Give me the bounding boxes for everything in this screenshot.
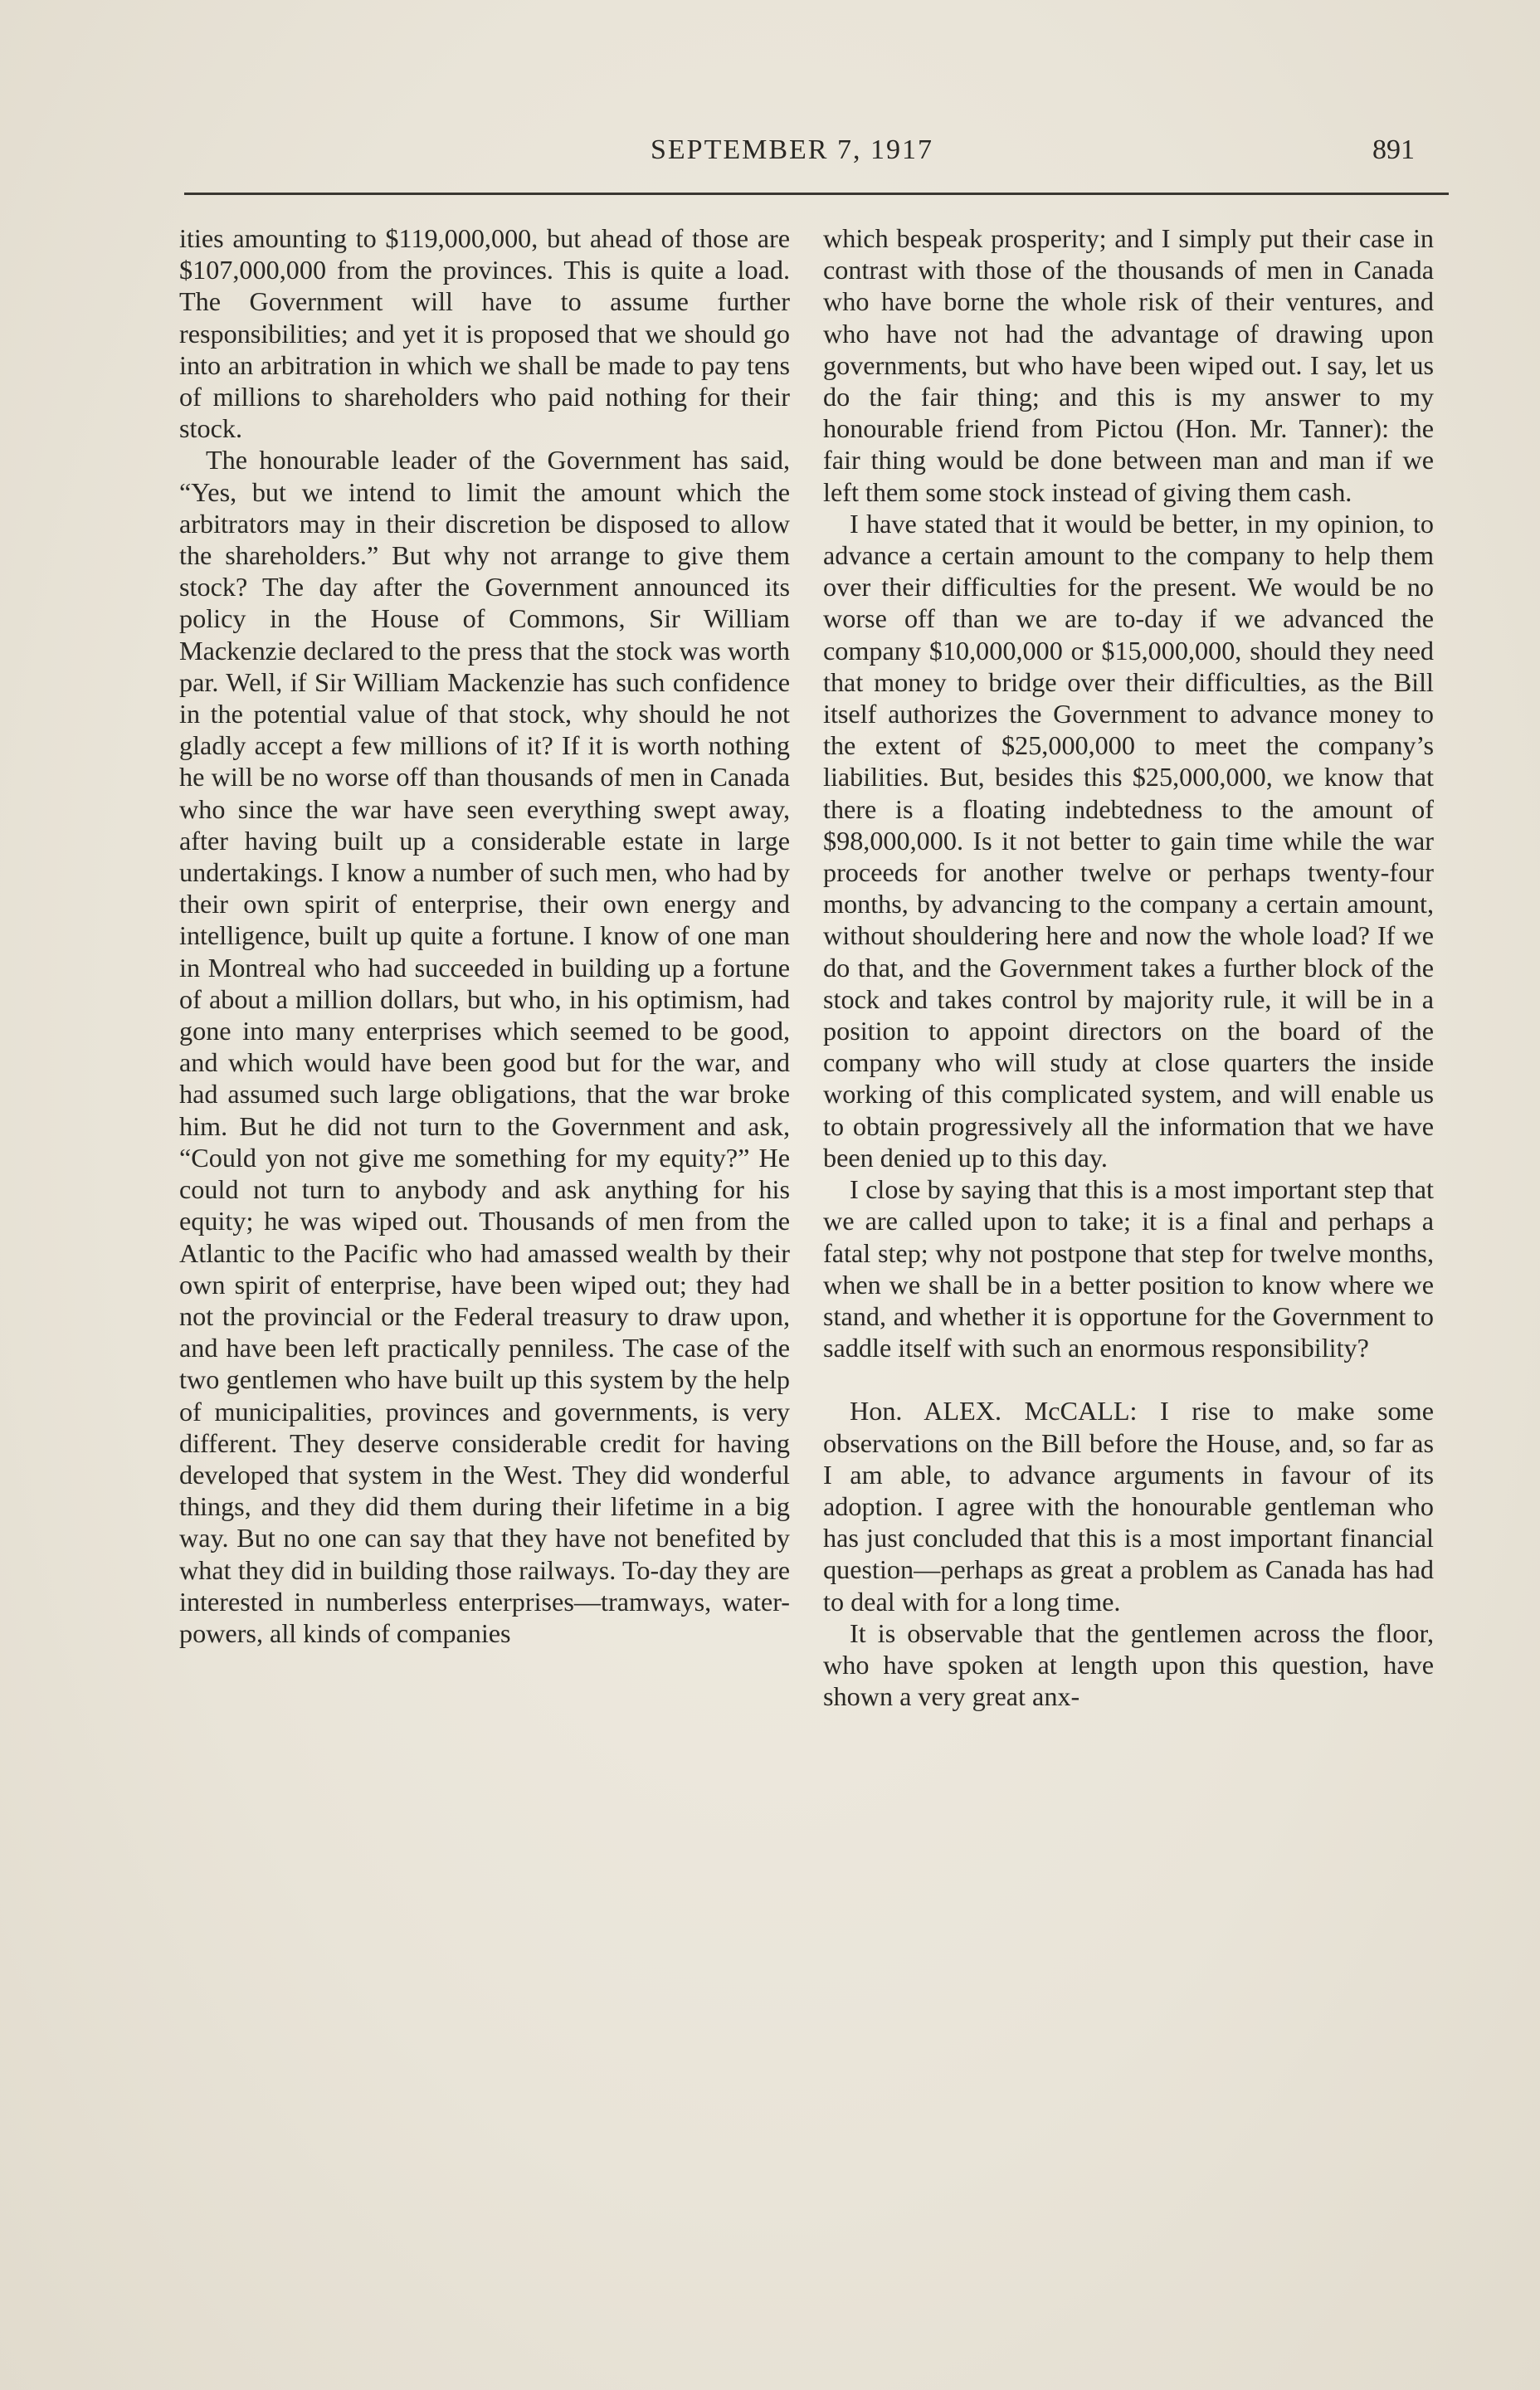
running-head [0, 124, 1540, 174]
header-rule [184, 193, 1449, 195]
header-date: SEPTEMBER 7, 1917 [651, 134, 933, 165]
paragraph-continued: which bespeak prosperity; and I simply put their case in contrast with those of the thousands of men in Canada who have borne the whole risk of their ventures, and who have not had the advantage of drawing upon governments, but who have been wiped out. I say, let us do the fair thing; and this is my answer to my honourable friend from Pictou (Hon. Mr. Tanner): the fair thing would be done between man and man if we left them some stock instead of giving them cash. [823, 223, 1434, 507]
speech-paragraph: Hon. ALEX. McCALL: I rise to make some observations on the Bill before the House, and, so far as I am able, to advance arguments in favour of its adoption. I agree with the honourable gentleman who has just concluded that this is a most important financial question—perhaps as great a problem as Canada has had to deal with for a long time. [823, 1396, 1434, 1617]
paragraph: The honourable leader of the Government has said, “Yes, but we intend to limit the amount which the arbitrators may in their discretion be disposed to allow the shareholders.” But why not arrange to give them stock? The day after the Government announced its policy in the House of Commons, Sir William Mackenzie declared to the press that the stock was worth par. Well, if Sir William Mackenzie has such confidence in the potential value of that stock, why should he not gladly accept a few millions of it? If it is worth nothing he will be no worse off than thousands of men in Canada who since the war have seen everything swept away, after having built up a considerable estate in large undertakings. I know a number of such men, who had by their own spirit of enterprise, their own energy and intelligence, built up quite a fortune. I know of one man in Montreal who had succeeded in building up a fortune of about a million dollars, but who, in his optimism, had gone into many enterprises which seemed to be good, and which would have been good but for the war, and had assumed such large obligations, that the war broke him. But he did not turn to the Government and ask, “Could yon not give me something for my equity?” He could not turn to anybody and ask anything for his equity; he was wiped out. Thousands of men from the Atlantic to the Pacific who had amassed wealth by their own spirit of enterprise, have been wiped out; they had not the provincial or the Federal treasury to draw upon, and have been left practically penniless. The case of the two gentlemen who have built up this system by the help of municipalities, provinces and governments, is very different. They deserve considerable credit for having developed that system in the West. They did wonderful things, and they did them during their lifetime in a big way. But no one can say that they have not benefited by what they did in building those railways. To-day they are interested in numberless enterprises—tramways, water-powers, all kinds of companies [179, 445, 790, 1648]
left-column [179, 222, 790, 1649]
right-column [823, 222, 1434, 1712]
paragraph: I have stated that it would be better, in my opinion, to advance a certain amount to the company to help them over their difficulties for the present. We would be no worse off than we are to-day if we advanced the company $10,000,000 or $15,000,000, should they need that money to bridge over their difficulties, as the Bill itself authorizes the Government to advance money to the extent of $25,000,000 to meet the company’s liabilities. But, besides this $25,000,000, we know that there is a floating indebtedness to the amount of $98,000,000. Is it not better to gain time while the war proceeds for another twelve or perhaps twenty-four months, by advancing to the company a certain amount, without shouldering here and now the whole load? If we do that, and the Government takes a further block of the stock and takes control by majority rule, it will be in a position to appoint directors on the board of the company who will study at close quarters the inside working of this complicated system, and will enable us to obtain progressively all the information that we have been denied up to this day. [823, 508, 1434, 1173]
paragraph: It is observable that the gentlemen across the floor, who have spoken at length upon this question, have shown a very great anx- [823, 1617, 1434, 1712]
paragraph-continued: ities amounting to $119,000,000, but ahead of those are $107,000,000 from the provinces. This is quite a load. The Government will have to assume further responsibilities; and yet it is proposed that we should go into an arbitration in which we shall be made to pay tens of millions to shareholders who paid nothing for their stock. [179, 223, 790, 444]
page-number: 891 [1372, 134, 1415, 165]
paragraph: I close by saying that this is a most important step that we are called upon to take; it is a final and perhaps a fatal step; why not postpone that step for twelve months, when we shall be in a better position to know where we stand, and whether it is opportune for the Government to saddle itself with such an enormous responsibility? [823, 1174, 1434, 1363]
